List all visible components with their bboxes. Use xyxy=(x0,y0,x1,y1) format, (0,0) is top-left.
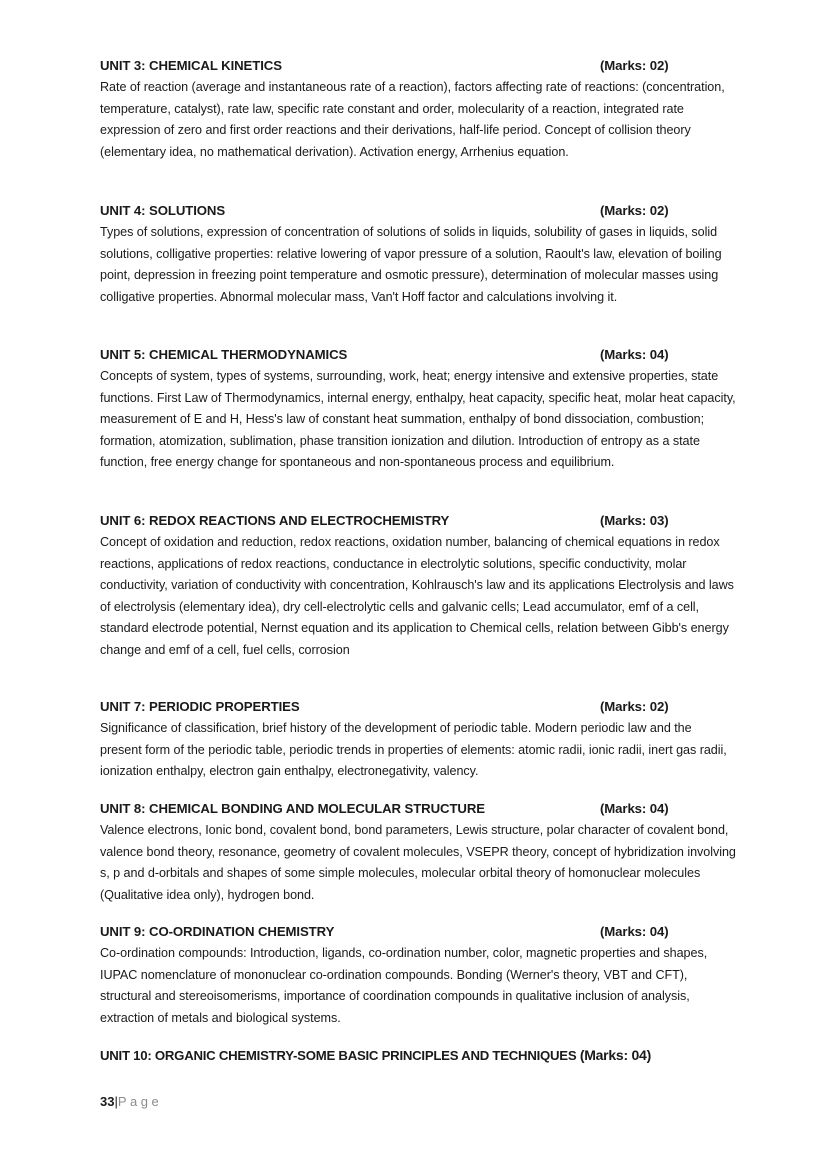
unit-marks: (Marks: 04) xyxy=(600,924,669,939)
unit-marks: (Marks: 02) xyxy=(600,203,669,218)
unit-title: UNIT 6: REDOX REACTIONS AND ELECTROCHEMISTRY xyxy=(100,513,450,528)
unit-title: UNIT 5: CHEMICAL THERMODYNAMICS xyxy=(100,347,348,362)
unit-heading xyxy=(100,1045,651,1066)
unit-title: UNIT 3: CHEMICAL KINETICS xyxy=(100,58,282,73)
unit-heading xyxy=(100,345,736,365)
unit-title: UNIT 8: CHEMICAL BONDING AND MOLECULAR STRUCTURE xyxy=(100,801,485,816)
page-number: 33 xyxy=(100,1094,115,1109)
unit-description: Co-ordination compounds: Introduction, ligands, co-ordination number, color, magnetic properties and shapes, IUPAC nomenclature of mononuclear co-ordination compounds. Bonding (Werner's theory, VBT and CFT), structural and stereoisomerisms, importance of coordination compounds in qualitative inclusion of analysis, extraction of metals and biological systems. xyxy=(100,946,708,1025)
unit-section xyxy=(100,511,736,661)
unit-description: Types of solutions, expression of concentration of solutions of solids in liquids, solubility of gases in liquids, solid solutions, colligative properties: relative lowering of vapor pressure of a solution, Raoult's law, elevation of boiling point, depression in freezing point temperature and osmotic pressure), determination of molecular masses using colligative properties. Abnormal molecular mass, Van't Hoff factor and calculations involving it. xyxy=(100,225,722,304)
unit-description: Significance of classification, brief history of the development of periodic table. Modern periodic law and the present form of the periodic table, periodic trends in properties of elements: atomic radii, ionic radii, inert gas radii, ionization enthalpy, electron gain enthalpy, electronegativity, valency. xyxy=(100,721,727,778)
page-label: Page xyxy=(117,1094,163,1109)
unit-heading xyxy=(100,56,736,76)
unit-section xyxy=(100,1045,651,1066)
unit-description: Concept of oxidation and reduction, redox reactions, oxidation number, balancing of chemical equations in redox reactions, applications of redox reactions, conductance in electrolytic solutions, specific conductivity, molar conductivity, variation of conductivity with concentration, Kohlrausch's law and its applications Electrolysis and laws of electrolysis (elementary idea), dry cell-electrolytic cells and galvanic cells; Lead accumulator, emf of a cell, standard electrode potential, Nernst equation and its application to Chemical cells, relation between Gibb's energy change and emf of a cell, fuel cells, corrosion xyxy=(100,535,734,657)
unit-heading xyxy=(100,697,736,717)
unit-section xyxy=(100,201,736,308)
page-footer xyxy=(100,1092,162,1112)
unit-heading xyxy=(100,511,736,531)
unit-description: Concepts of system, types of systems, surrounding, work, heat; energy intensive and extensive properties, state functions. First Law of Thermodynamics, internal energy, enthalpy, heat capacity, specific heat, molar heat capacity, measurement of E and H, Hess's law of constant heat summation, enthalpy of bond dissociation, combustion; formation, atomization, sublimation, phase transition ionization and dilution. Introduction of entropy as a state function, free energy change for spontaneous and non-spontaneous process and equilibrium. xyxy=(100,369,736,469)
unit-description: Valence electrons, Ionic bond, covalent bond, bond parameters, Lewis structure, polar character of covalent bond, valence bond theory, resonance, geometry of covalent molecules, VSEPR theory, concept of hybridization involving s, p and d-orbitals and shapes of some simple molecules, molecular orbital theory of homonuclear molecules (Qualitative idea only), hydrogen bond. xyxy=(100,823,736,902)
unit-marks: (Marks: 04) xyxy=(600,347,669,362)
unit-title: UNIT 4: SOLUTIONS xyxy=(100,203,226,218)
unit-marks: (Marks: 02) xyxy=(600,58,669,73)
unit-marks: (Marks: 03) xyxy=(600,513,669,528)
unit-section xyxy=(100,922,736,1029)
unit-section xyxy=(100,56,736,163)
unit-section xyxy=(100,799,736,906)
unit-marks: (Marks: 04) xyxy=(579,1047,651,1063)
unit-heading xyxy=(100,201,736,221)
footer-separator: | xyxy=(114,1094,118,1109)
unit-marks: (Marks: 04) xyxy=(600,801,669,816)
unit-heading xyxy=(100,799,736,819)
unit-title: UNIT 10: ORGANIC CHEMISTRY-SOME BASIC PRINCIPLES AND TECHNIQUES xyxy=(100,1048,577,1063)
unit-section xyxy=(100,697,736,783)
unit-marks: (Marks: 02) xyxy=(600,699,669,714)
unit-section xyxy=(100,345,736,474)
unit-title: UNIT 7: PERIODIC PROPERTIES xyxy=(100,699,300,714)
unit-description: Rate of reaction (average and instantaneous rate of a reaction), factors affecting rate of reactions: (concentration, temperature, catalyst), rate law, specific rate constant and order, molecularity of a reaction, integrated rate expression of zero and first order reactions and their derivations, half-life period. Concept of collision theory (elementary idea, no mathematical derivation). Activation energy, Arrhenius equation. xyxy=(100,80,725,159)
unit-title: UNIT 9: CO-ORDINATION CHEMISTRY xyxy=(100,924,335,939)
unit-heading xyxy=(100,922,736,942)
